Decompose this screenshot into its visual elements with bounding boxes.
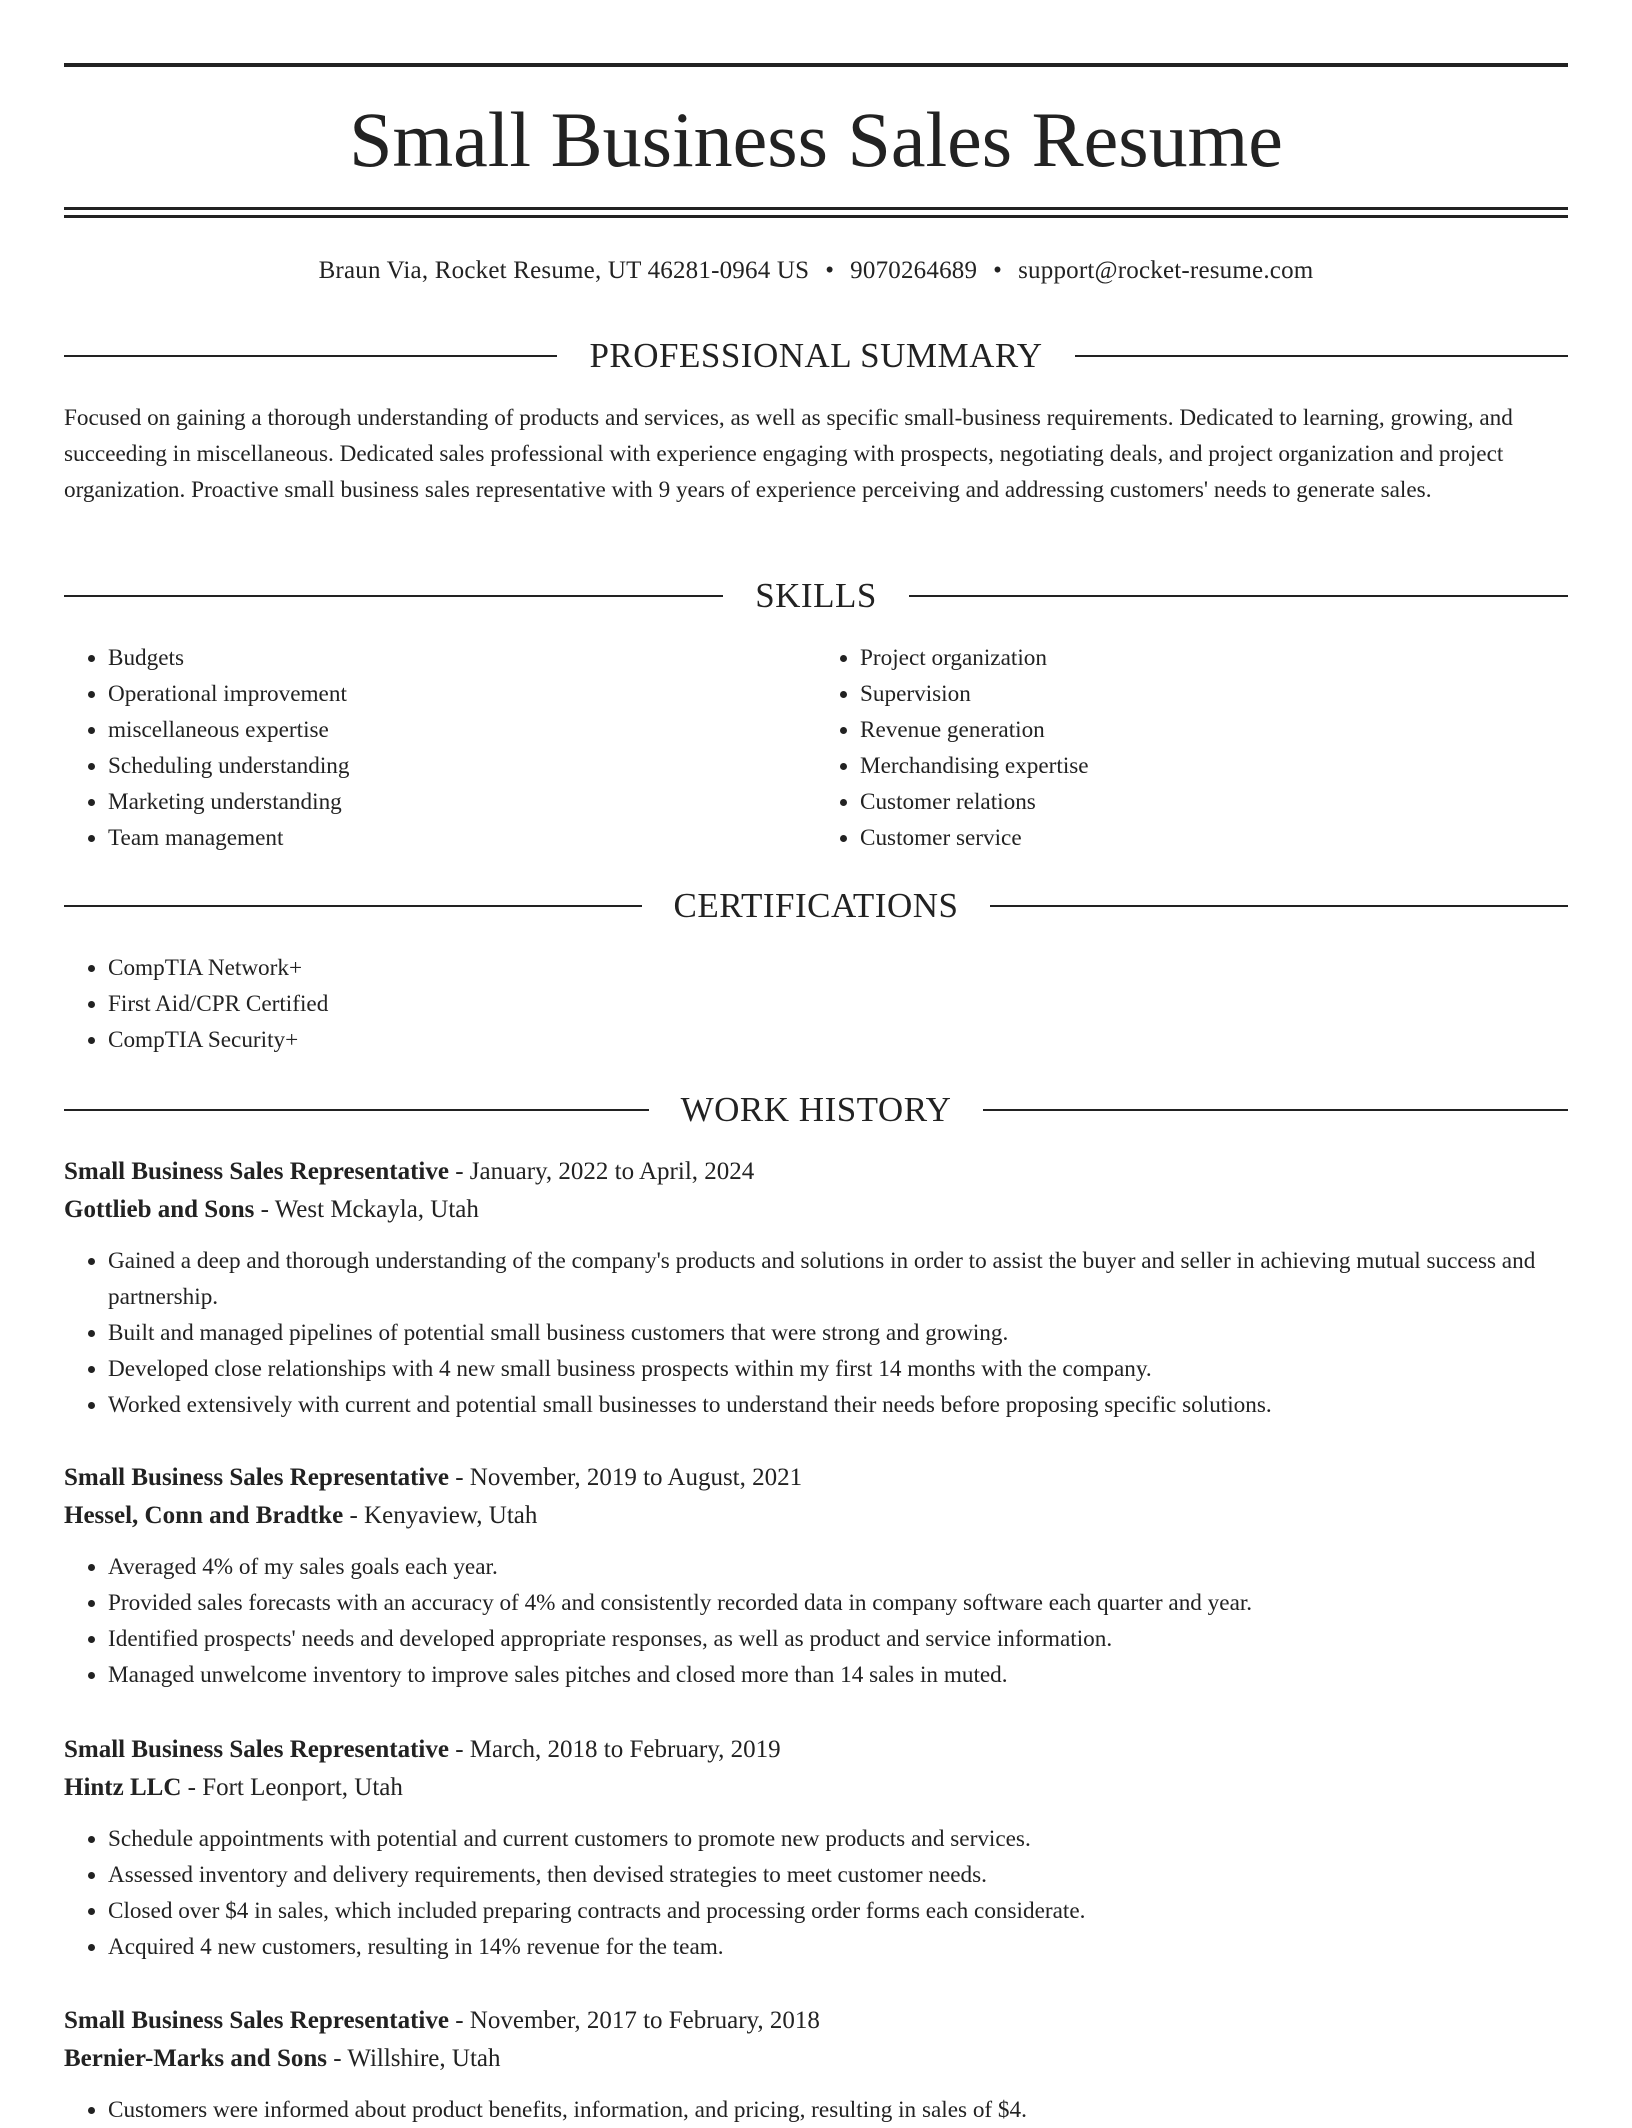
section-title: WORK HISTORY: [680, 1090, 952, 1129]
job-title: Small Business Sales Representative: [64, 1736, 449, 1763]
job-bullet: • Schedule appointments with potential and current customers to promote new products and services.: [108, 1821, 1568, 1857]
job-company-line: [64, 1497, 1568, 1535]
job-bullet: • Built and managed pipelines of potential small business customers that were strong and growing.: [108, 1315, 1568, 1351]
section-rule: [990, 905, 1568, 907]
skill-item: • Supervision: [860, 676, 1568, 712]
skills-column-left: [64, 640, 816, 856]
job-title-line: [64, 1153, 1568, 1191]
job-bullets: [64, 2092, 1568, 2128]
job-bullet: • Acquired 4 new customers, resulting in 14% revenue for the team.: [108, 1929, 1568, 1965]
job-bullets: [64, 1549, 1568, 1693]
job-title: Small Business Sales Representative: [64, 1464, 449, 1491]
job-entry: [64, 1153, 1568, 1423]
job-company: Hessel, Conn and Bradtke: [64, 1502, 344, 1529]
job-title-line: [64, 1459, 1568, 1497]
skill-item: • Merchandising expertise: [860, 748, 1568, 784]
job-title: Small Business Sales Representative: [64, 2007, 449, 2034]
job-bullet: • Provided sales forecasts with an accuracy of 4% and consistently recorded data in company software each quarter and year.: [108, 1585, 1568, 1621]
skill-item: • Project organization: [860, 640, 1568, 676]
section-rule: [64, 355, 557, 357]
skill-item: • Scheduling understanding: [108, 748, 816, 784]
skill-item: • Operational improvement: [108, 676, 816, 712]
certification-item: • CompTIA Security+: [108, 1022, 1568, 1058]
job-company: Gottlieb and Sons: [64, 1196, 255, 1223]
skill-item: • Revenue generation: [860, 712, 1568, 748]
job-title-line: [64, 2002, 1568, 2040]
skill-item: • Budgets: [108, 640, 816, 676]
job-bullet: • Averaged 4% of my sales goals each year.: [108, 1549, 1568, 1585]
job-company-line: [64, 2040, 1568, 2078]
job-location: - Willshire, Utah: [326, 2045, 501, 2072]
job-dates: - November, 2019 to August, 2021: [448, 1464, 803, 1491]
skills-column-right: [816, 640, 1568, 856]
job-company: Bernier-Marks and Sons: [64, 2045, 327, 2072]
job-company-line: [64, 1191, 1568, 1229]
contact-separator: •: [825, 257, 835, 284]
top-rule: [64, 63, 1568, 67]
job-dates: - November, 2017 to February, 2018: [448, 2007, 820, 2034]
section-title: PROFESSIONAL SUMMARY: [589, 336, 1043, 375]
job-company: Hintz LLC: [64, 1774, 182, 1801]
job-bullet: • Developed close relationships with 4 new small business prospects within my first 14 months with the company.: [108, 1351, 1568, 1387]
certification-item: • First Aid/CPR Certified: [108, 986, 1568, 1022]
job-company-line: [64, 1769, 1568, 1807]
skills-list: [64, 640, 1568, 856]
section-header-skills: [64, 576, 1568, 616]
certification-item: • CompTIA Network+: [108, 950, 1568, 986]
section-rule: [64, 595, 723, 597]
section-header-summary: [64, 336, 1568, 376]
job-bullet: • Gained a deep and thorough understanding of the company's products and solutions in order to assist the buyer and seller in achieving mutual success and partnership.: [108, 1243, 1568, 1315]
section-rule: [909, 595, 1568, 597]
contact-email: support@rocket-resume.com: [1018, 257, 1314, 284]
section-header-certifications: [64, 886, 1568, 926]
job-bullet: • Customers were informed about product benefits, information, and pricing, resulting in sales of $4.: [108, 2092, 1568, 2128]
job-location: - Fort Leonport, Utah: [181, 1774, 403, 1801]
job-bullet: • Identified prospects' needs and developed appropriate responses, as well as product and service information.: [108, 1621, 1568, 1657]
job-title-line: [64, 1731, 1568, 1769]
contact-phone: 9070264689: [850, 257, 978, 284]
job-dates: - January, 2022 to April, 2024: [448, 1158, 755, 1185]
certifications-bullets: [64, 950, 1568, 1058]
skill-item: • Customer relations: [860, 784, 1568, 820]
job-dates: - March, 2018 to February, 2019: [448, 1736, 781, 1763]
job-entry: [64, 2002, 1568, 2128]
section-rule: [64, 905, 642, 907]
contact-address: Braun Via, Rocket Resume, UT 46281-0964 US: [318, 257, 810, 284]
job-bullets: [64, 1821, 1568, 1965]
job-bullets: [64, 1243, 1568, 1423]
title-rule-upper: [64, 207, 1568, 210]
title-rule-lower: [64, 215, 1568, 218]
section-title: SKILLS: [755, 576, 877, 615]
job-bullet: • Worked extensively with current and potential small businesses to understand their needs before proposing specific solutions.: [108, 1387, 1568, 1423]
job-bullet: • Assessed inventory and delivery requirements, then devised strategies to meet customer needs.: [108, 1857, 1568, 1893]
summary-paragraph: Focused on gaining a thorough understanding of products and services, as well as specific small-business requirements. Dedicated to learning, growing, and succeeding in miscellaneous. Dedicated sales professional with experience engaging with prospects, negotiating deals, and project organization and project organization. Proactive small business sales representative with 9 years of experience perceiving and addressing customers' needs to generate sales.: [64, 405, 1513, 503]
job-entry: [64, 1459, 1568, 1693]
job-bullet: • Managed unwelcome inventory to improve sales pitches and closed more than 14 sales in muted.: [108, 1657, 1568, 1693]
section-header-work-history: [64, 1090, 1568, 1130]
contact-separator: •: [993, 257, 1003, 284]
section-rule: [64, 1109, 649, 1111]
skill-item: • Customer service: [860, 820, 1568, 856]
resume-title: Small Business Sales Resume: [349, 96, 1283, 183]
skill-item: • miscellaneous expertise: [108, 712, 816, 748]
section-title: CERTIFICATIONS: [673, 886, 959, 925]
job-location: - Kenyaview, Utah: [343, 1502, 538, 1529]
skill-item: • Team management: [108, 820, 816, 856]
certifications-list: [64, 950, 1568, 1058]
job-title: Small Business Sales Representative: [64, 1158, 449, 1185]
skill-item: • Marketing understanding: [108, 784, 816, 820]
job-bullet: • Closed over $4 in sales, which included preparing contracts and processing order forms each considerate.: [108, 1893, 1568, 1929]
section-rule: [1075, 355, 1568, 357]
section-rule: [983, 1109, 1568, 1111]
job-location: - West Mckayla, Utah: [254, 1196, 479, 1223]
job-entry: [64, 1731, 1568, 1965]
contact-line: [64, 254, 1568, 288]
